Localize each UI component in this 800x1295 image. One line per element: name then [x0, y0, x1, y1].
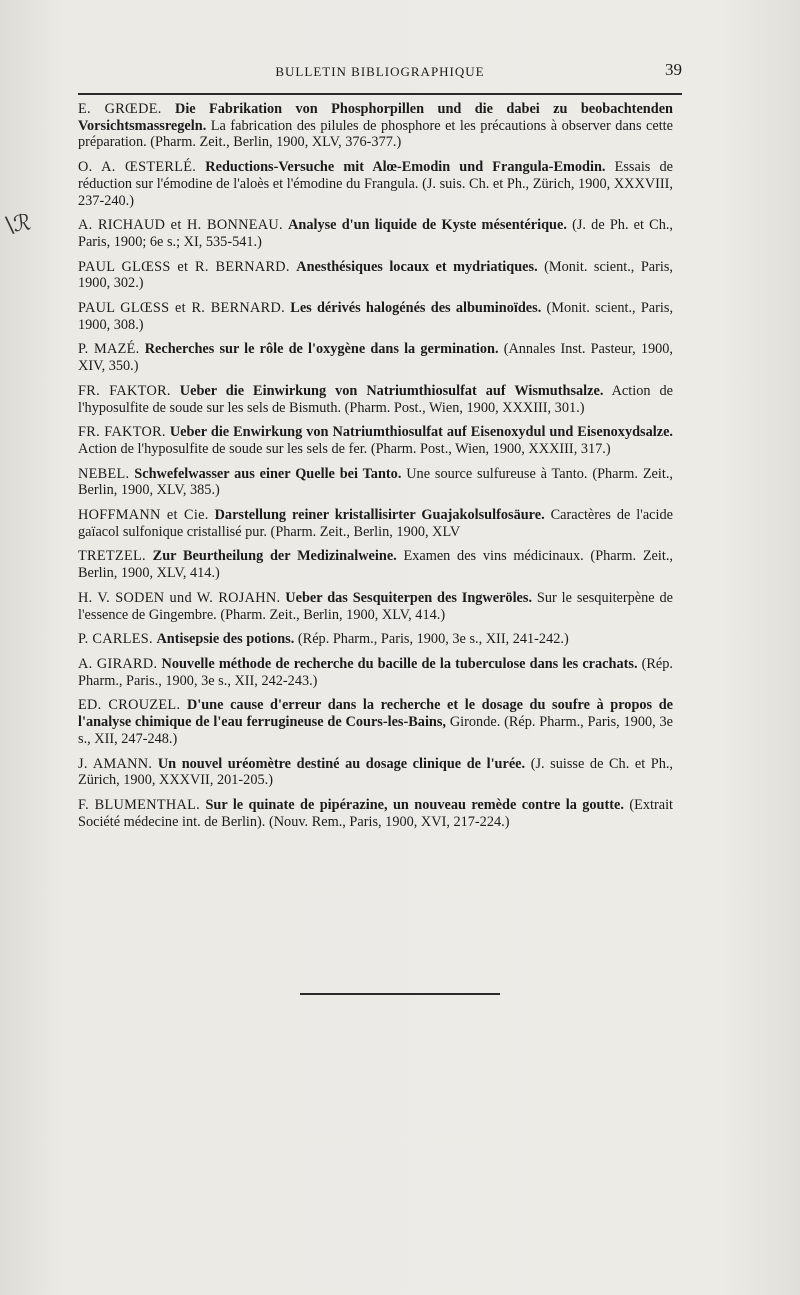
bibliography-entry [78, 259, 673, 292]
page-header [78, 60, 682, 86]
entry-title: Ueber das Sesquiterpen des Ingweröles. [285, 589, 533, 606]
entry-title: Les dérivés halogénés des albuminoïdes. [290, 300, 542, 317]
entry-details: (J. de Ph. et Ch., Paris, 1900; 6e s.; XI, 535-541.) [78, 217, 674, 250]
entry-author: FR. FAKTOR. [78, 424, 166, 441]
bibliography-entry [78, 797, 673, 830]
entry-title: Reductions-Versuche mit Alœ-Emodin und Frangula-Emodin. [205, 159, 606, 176]
entry-author: PAUL GLŒSS et R. BERNARD. [78, 258, 290, 275]
entry-details: Caractères de l'acide gaïacol sulfonique cristallisé pur. (Pharm. Zeit., Berlin, 1900, XLV [78, 507, 673, 540]
entry-author: A. RICHAUD et H. BONNEAU. [78, 217, 283, 234]
entry-author: PAUL GLŒSS et R. BERNARD. [78, 300, 286, 317]
entry-details: La fabrication des pilules de phosphore et les précautions à observer dans cette préparation. (Pharm. Zeit., Berlin, 1900, XLV, 376-377.) [78, 117, 673, 151]
entry-author: P. CARLES. [78, 631, 153, 648]
entry-author: TRETZEL. [78, 548, 146, 565]
margin-annotation: \ℛ [4, 210, 33, 239]
entry-details: (Monit. scient., Paris, 1900, 308.) [78, 300, 674, 333]
entry-title: Analyse d'un liquide de Kyste mésentérique. [288, 217, 567, 234]
entry-title: Die Fabrikation von Phosphorpillen und die dabei zu beobachtenden Vorsichtsmassregeln. [78, 101, 673, 134]
bibliography-entry [78, 590, 673, 623]
entry-details: Action de l'hyposulfite de soude sur les sels de Bismuth. (Pharm. Post., Wien, 1900, XXXIII, 301.) [78, 382, 673, 416]
running-head: BULLETIN BIBLIOGRAPHIQUE [275, 64, 485, 79]
entry-title: Antisepsie des potions. [156, 631, 295, 648]
entry-details: (Annales Inst. Pasteur, 1900, XIV, 350.) [78, 341, 673, 375]
entry-details: (Rép. Pharm., Paris, 1900, 3e s., XII, 241-242.) [297, 631, 569, 648]
entry-details: (Monit. scient., Paris, 1900, 302.) [78, 258, 674, 292]
entry-title: Ueber die Einwirkung von Natriumthiosulfat auf Wismuthsalze. [179, 382, 604, 399]
entry-author: A. GIRARD. [78, 655, 158, 672]
bibliography-entry [78, 656, 673, 689]
bibliography-entry [78, 383, 673, 416]
entry-author: E. GRŒDE. [78, 101, 162, 117]
bibliography-entry [78, 466, 673, 499]
bibliography-entry [78, 101, 673, 151]
entry-author: O. A. ŒSTERLÉ. [78, 159, 197, 176]
entry-title: Zur Beurtheilung der Medizinalweine. [152, 548, 397, 565]
entry-details: Gironde. (Rép. Pharm., Paris, 1900, 3e s., XII, 247-248.) [78, 714, 674, 747]
entry-author: NEBEL. [78, 465, 130, 482]
entry-details: (Extrait Société médecine int. de Berlin). (Nouv. Rem., Paris, 1900, XVI, 217-224.) [78, 796, 674, 830]
entry-author: FR. FAKTOR. [78, 382, 171, 399]
header-rule [78, 93, 682, 95]
bibliography-entry [78, 697, 673, 747]
entry-author: F. BLUMENTHAL. [78, 796, 201, 813]
entry-title: Darstellung reiner kristallisirter Guajakolsulfosäure. [214, 507, 545, 524]
page-number: 39 [665, 60, 682, 79]
bibliography-entry [78, 341, 673, 374]
entry-title: Nouvelle méthode de recherche du bacille de la tuberculose dans les crachats. [161, 655, 638, 672]
bibliography-entry [78, 631, 673, 648]
entry-author: P. MAZÉ. [78, 341, 140, 358]
entry-author: HOFFMANN et Cie. [78, 507, 209, 524]
entry-title: Un nouvel uréomètre destiné au dosage clinique de l'urée. [157, 755, 526, 772]
entry-details: Action de l'hyposulfite de soude sur les sels de fer. (Pharm. Post., Wien, 1900, XXXIII, 317.) [78, 440, 611, 457]
entry-title: Schwefelwasser aus einer Quelle bei Tanto. [134, 465, 402, 482]
entry-details: Une source sulfureuse à Tanto. (Pharm. Zeit., Berlin, 1900, XLV, 385.) [78, 465, 673, 499]
entry-title: Anesthésiques locaux et mydriatiques. [296, 258, 538, 275]
bibliography-entry [78, 756, 673, 789]
bibliography-entry [78, 548, 673, 581]
entry-title: D'une cause d'erreur dans la recherche et le dosage du soufre à propos de l'analyse chimique de l'eau ferrugineuse de Cours-les-Bains, [78, 697, 673, 731]
bibliography-entry [78, 300, 673, 333]
entry-title: Sur le quinate de pipérazine, un nouveau remède contre la goutte. [205, 796, 624, 813]
bibliography-entry [78, 424, 673, 457]
bibliography-entry [78, 507, 673, 540]
entry-author: J. AMANN. [78, 755, 153, 772]
bibliography-list [78, 101, 673, 838]
bibliography-entry [78, 217, 673, 250]
entry-author: H. V. SODEN und W. ROJAHN. [78, 589, 281, 606]
entry-author: ED. CROUZEL. [78, 697, 181, 714]
entry-details: (Rép. Pharm., Paris., 1900, 3e s., XII, 242-243.) [78, 655, 673, 689]
closing-rule [300, 993, 500, 995]
entry-title: Recherches sur le rôle de l'oxygène dans la germination. [144, 341, 499, 358]
bibliography-entry [78, 159, 673, 209]
entry-title: Ueber die Enwirkung von Natriumthiosulfat auf Eisenoxydul und Eisenoxydsalze. [169, 424, 673, 441]
entry-details: Sur le sesquiterpène de l'essence de Gingembre. (Pharm. Zeit., Berlin, 1900, XLV, 414.) [78, 589, 673, 623]
entry-details: Examen des vins médicinaux. (Pharm. Zeit., Berlin, 1900, XLV, 414.) [78, 548, 673, 582]
entry-details: (J. suisse de Ch. et Ph., Zürich, 1900, XXXVII, 201-205.) [78, 755, 674, 789]
entry-details: Essais de réduction sur l'émodine de l'aloès et l'émodine du Frangula. (J. suis. Ch. et Ph., Zürich, 1900, XXXVIII, 237-240.) [78, 159, 673, 209]
